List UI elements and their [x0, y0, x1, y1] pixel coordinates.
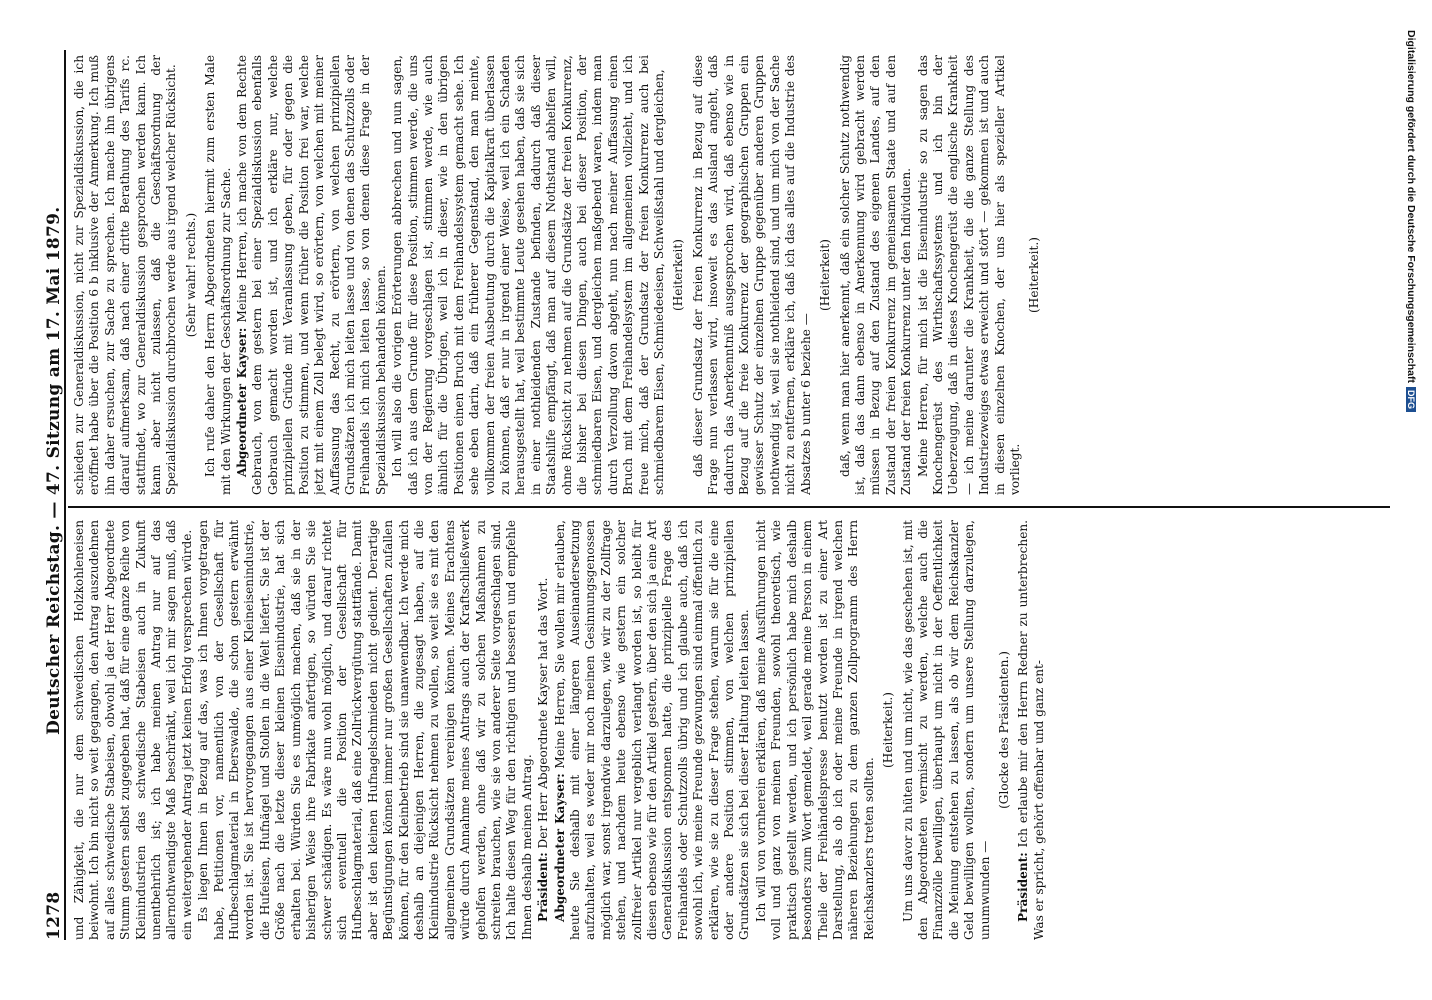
paragraph: schieden zur Generaldiskussion, nicht zur Spezialdiskussion, die ich eröffnet habe über die Position 6 b inklusive der Anmerkung. Ich muß ihn daher ersuchen, zur Sache zu sprechen. Ich mache ihn übrigens darauf aufmerksam, daß nach einer dritte Berathung des Tarifs rc. stattfindet, wo zur Generaldiskussion gesprochen werden kann. Ich kann aber nicht zulassen, daß die Geschäftsordnung der Spezialdiskussion durchbrochen werde aus irgend welcher Rücksicht.	[72, 55, 179, 495]
kayser-statement	[235, 55, 389, 495]
page-title: Deutscher Reichstag. — 47. Sitzung am 17. Mai 1879.	[44, 206, 64, 735]
paragraph: und Zähigkeit, die nur dem schwedischen Holzkohleneisen beiwohnt. Ich bin nicht so weit gegangen, den Antrag auszudehnen auf alles schwedische Stabeisen, obwohl ja der Herr Abgeordnete Stumm gestern selbst zugegeben hat, daß für eine ganze Reihe von Kleinindustrien das schwedische Stabeisen auch in Zukunft unentbehrlich ist; ich habe meinen Antrag nur auf das allernothwendigste Maß beschränkt, weil ich mir sagen muß, daß ein weitergehender Antrag jetzt keinen Erfolg versprechen würde.	[72, 520, 194, 940]
speaker-label: Abgeordneter Kayser:	[552, 773, 567, 922]
speaker-label: Präsident:	[1016, 852, 1031, 922]
interjection: (Heiterkeit.)	[1027, 237, 1042, 313]
paragraph: Es liegen Ihnen in Bezug auf das, was ich Ihnen vorgetragen habe, Petitionen vor, namentlich von der Gesellschaft für Hufbeschlagmaterial in Eberswalde, die schon gestern erwähnt worden ist. Sie ist hervorgegangen aus einer Kleineisenindustrie, die Hufeisen, Hufnägel und Stollen in die Welt liefert. Sie ist der Größe nach die letzte dieser kleinen Eisenindustrie, hat sich erhalten bei. Würden Sie es unmöglich machen, daß sie in der bisherigen Weise ihre Fabrikate anfertigen, so würden Sie sie schwer schädigen. Es wäre nun wohl möglich, und darauf richtet sich eventuell die Position der Gesellschaft für Hufbeschlagmaterial, daß eine Zollrückvergütung stattfände. Damit aber ist den kleinen Hufnagelschmieden nicht gedient. Derartige Begünstigungen können immer nur großen Gesellschaften zufallen können, für den Kleinbetrieb sind sie unanwendbar. Ich werde mich deshalb an diejenigen Herren, die zugesagt haben, auf die Kleinindustrie Rücksicht nehmen zu wollen, so weit sie es mit den allgemeinen Grundsätzen vereinigen können. Meines Erachtens würde durch Annahme meines Antrags auch der Kraftschließwerk geholfen werden, ohne daß wir zu solchen Maßnahmen zu schreiten brauchen, wie sie von anderer Seite vorgeschlagen sind. Ich halte diesen Weg für den richtigen und besseren und empfehle Ihnen deshalb meinen Antrag.	[196, 520, 534, 940]
credit-label: Digitalisierung gefördert durch die Deutsche Forschungsgemeinschaft	[1405, 30, 1417, 383]
speaker-label: Präsident:	[536, 852, 551, 922]
page-number: 1278	[44, 891, 64, 940]
paragraph: Meine Herren, für mich ist die Eisenindustrie so zu sagen das Knochengerüst des Wirthschaftssystems und ich bin der Ueberzeugung, daß in dieses Knochengerüst die englische Krankheit — ich meine darunter die Krankheit, die die ganze Stellung des Industriezweiges etwas erweicht und stört — gekommen ist und auch in diesen einzelnen Knochen, der uns hier als spezieller Artikel vorliegt.	[915, 55, 1022, 495]
left-column	[72, 520, 1386, 940]
interjection: (Glocke des Präsidenten.)	[996, 651, 1011, 809]
speech-text: Ich erlaube mir den Herrn Redner zu unterbrechen. Was er spricht, gehört offenbar und ganz ent-	[1016, 520, 1046, 940]
page-header	[32, 50, 66, 940]
president-statement	[536, 520, 551, 940]
kayser-statement	[553, 520, 753, 940]
right-column	[72, 55, 1386, 495]
interjection: (Heiterkeit)	[818, 238, 833, 312]
paragraph: Ich will von vornherein erklären, daß meine Ausführungen nicht voll und ganz von meinen Freunden, sowohl theoretisch, wie praktisch gestellt werden, und ich persönlich habe mich deshalb besonders zum Wort gemeldet, weil gerade meine Person in einem Theile der Freihändelspresse benutzt worden ist zu einer Art Darstellung, als ob ich oder meine Freunde in irgend welchen näheren Beziehungen zu dem ganzen Zollprogramm des Herrn Reichskanzlers treten sollten.	[753, 520, 876, 940]
interjection: (Heiterkeit)	[671, 238, 686, 312]
paragraph: daß dieser Grundsatz der freien Konkurrenz in Bezug auf diese Frage nun verlassen wird, insoweit es das Ausland angeht, daß dadurch das Anerkenntniß ausgesprochen wird, daß ebenso wie in Bezug auf die freie Konkurrenz der geographischen Gruppen ein gewisser Schutz der einzelnen Gruppe gegenüber anderen Gruppen nothwendig ist, weil sie nothleidend sind, und um mich von der Sache nicht zu entfernen, erkläre ich, daß ich das alles auf die Industrie des Absatzes b unter 6 beziehe —	[690, 55, 813, 495]
paragraph: Ich rufe daher den Herrn Abgeordneten hiermit zum ersten Male mit den Wirkungen der Geschäftsordnung zur Sache.	[203, 55, 233, 495]
credit-text	[1401, 30, 1417, 590]
rotated-page	[20, 0, 1400, 1000]
speech-text: Meine Herren, ich mache von dem Rechte Gebrauch, von dem gestern bei einer Spezialdiskussion ebenfalls Gebrauch gemacht worden ist, und ich erkläre nur, welche prinzipiellen Gründe mit Veranlassung geben, für oder gegen die Position zu stimmen, und wenn früher die Position frei war, welche jetzt mit einem Zoll belegt wird, so erörtern, von welchen mit meiner Auffassung das Recht, zu erörtern, von welchen prinzipiellen Grundsätzen ich mich leiten lasse und von denen das Schutzzolls oder Freihandels ich mich leiten lasse, so von denen diese Frage in der Spezialdiskussion behandeln können.	[235, 55, 388, 495]
digitization-credit	[1395, 20, 1425, 600]
dfg-logo: DFG	[1406, 387, 1416, 412]
interjection: (Sehr wahr! rechts.)	[183, 212, 198, 338]
paragraph: Um uns davor zu hüten und um nicht, wie das geschehen ist, mit den Abgeordneten vermischt zu werden, welche auch die Finanzzölle bewilligen, überhaupt um nicht in der Oeffentlichkeit die Meinung entstehen zu lassen, als ob wir dem Reichskanzler Geld bewilligen wollten, sondern um unsere Stellung darzulegen, unumwunden —	[900, 520, 992, 940]
president-statement	[1016, 520, 1047, 940]
paragraph: daß, wenn man hier anerkennt, daß ein solcher Schutz nothwendig ist, daß das dann ebenso in Anerkennung wird gebracht werden müssen in Bezug auf den Zustand des eigenen Landes, auf den Zustand der freien Konkurrenz im gemeinsamen Staate und auf den Zustand der freien Konkurrenz unter den Individuen.	[837, 55, 914, 495]
column-divider	[68, 506, 1390, 508]
speech-text: Der Herr Abgeordnete Kayser hat das Wort.	[536, 577, 551, 849]
interjection: (Heiterkeit.)	[881, 692, 896, 768]
speaker-label: Abgeordneter Kayser:	[235, 327, 250, 477]
paragraph: Ich will also die vorigen Erörterungen abbrechen und nun sagen, daß ich aus dem Grunde für diese Position, stimmen werde, die uns von der Regierung vorgeschlagen ist, stimmen werde, wie auch ähnlich für die Übrigen, weil ich in dieser, wie in den übrigen Positionen einen Bruch mit dem Freihandelssystem gemacht sehe. Ich sehe eben darin, daß ein früherer Gegenstand, den man meinte, vollkommen der freien Ausbeutung durch die Kapitalkraft überlassen zu können, daß er nur in irgend einer Weise, weil ich ein Schaden herausgestellt hat, weil bestimmte Leute gesehen haben, daß sie sich in einer nothleidenden Zustande befinden, dadurch daß dieser Staatshilfe empfängt, daß man auf diesem Nothstand abhelfen will, ohne Rücksicht zu nehmen auf die Grundsätze der freien Konkurrenz, die bisher bei diesen Dingen, auch bei dieser Position, der schmiedbaren Eisen, und dergleichen maßgebend waren, indem man durch Verzollung davon abgeht, nun nach meiner Auffassung einen Bruch mit dem Freihandelsystem im allgemeinen vollzieht, und ich freue mich, daß der Grundsatz der freien Konkurrenz auch bei schmiedbarem Eisen, Schmiedeeisen, Schweißstahl und dergleichen,	[390, 55, 667, 495]
speech-text: Meine Herren, Sie wollen mir erlauben, heute Sie deshalb mit einer längeren Auseinandersetzung aufzuhalten, weil es weder mir noch meinen Gesinnungsgenossen möglich war, sonst irgendwie darzulegen, wie wir zu der Zollfrage stehen, und nachdem heute ebenso wie gestern ein solcher zollfreier Artikel nur vergeblich verlangt worden ist, so bleibt für diesen ebenso wie für den Artikel gestern, über den sich ja eine Art Generaldiskussion entsponnen hatte, die prinzipielle Frage des Freihandels oder Schutzzolls übrig und ich glaube auch, daß ich sowohl ich, wie meine Freunde gezwungen sind einmal öffentlich zu erklären, wie sie zu dieser Frage stehen, warum sie für die eine oder andere Position stimmen, von welchen prinzipiellen Grundsätzen sie sich bei dieser Haltung leiten lassen.	[552, 520, 752, 940]
